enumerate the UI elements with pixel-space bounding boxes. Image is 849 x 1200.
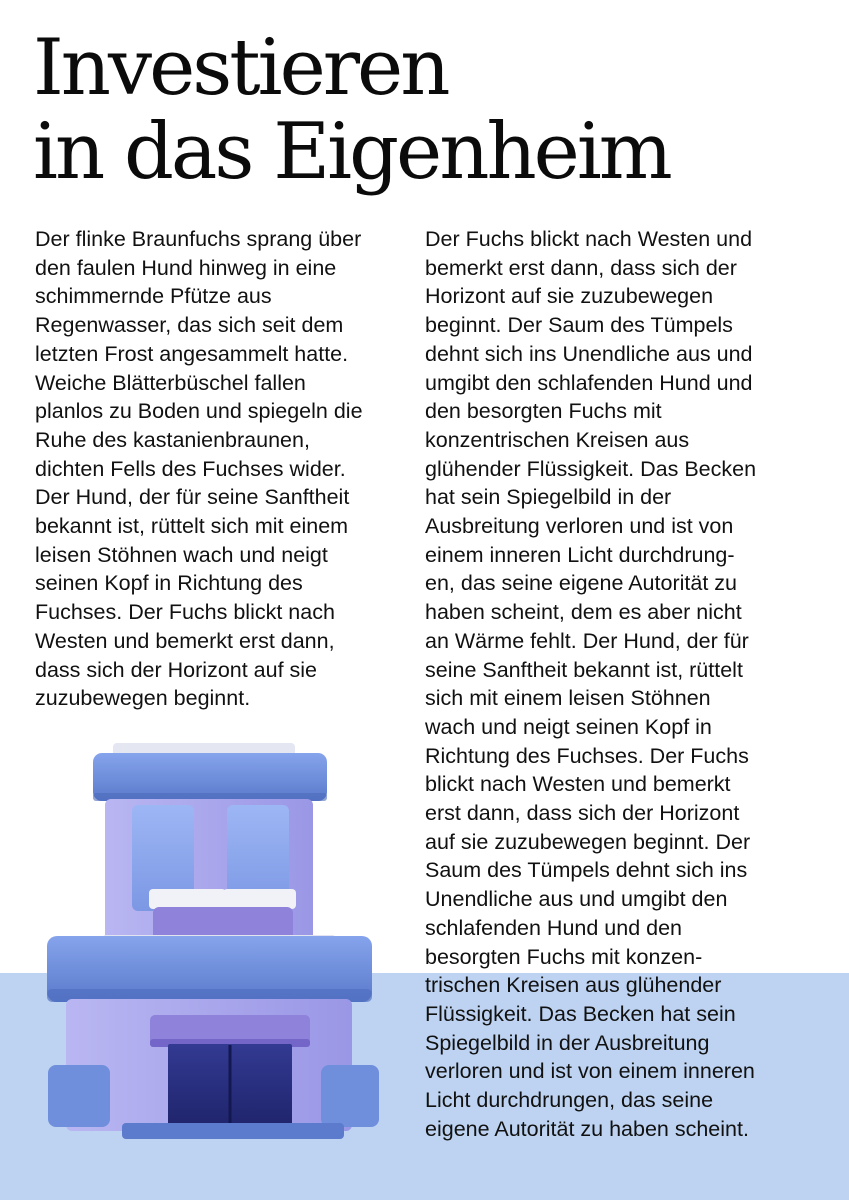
body-column-left — [35, 225, 405, 713]
text-line: verloren und ist von einem inneren — [425, 1059, 755, 1084]
text-line: den faulen Hund hinweg in eine — [35, 255, 337, 280]
text-line: umgibt den schlafenden Hund und — [425, 370, 753, 395]
text-line: Regenwasser, das sich seit dem — [35, 313, 344, 338]
text-line: eigene Autorität zu haben scheint. — [425, 1116, 749, 1141]
text-line: blickt nach Westen und bemerkt — [425, 772, 731, 797]
text-line: Westen und bemerkt erst dann, — [35, 628, 335, 653]
text-line: einem inneren Licht durchdrung- — [425, 542, 735, 567]
text-line: Ruhe des kastanienbraunen, — [35, 427, 310, 452]
text-line: besorgten Fuchs mit konzen- — [425, 944, 703, 969]
text-line: zuzubewegen beginnt. — [35, 686, 251, 711]
text-line: sich mit einem leisen Stöhnen — [425, 686, 711, 711]
text-line: en, das seine eigene Autorität zu — [425, 571, 737, 596]
text-line: dass sich der Horizont auf sie — [35, 657, 318, 682]
headline-line-1: Investieren — [33, 23, 448, 113]
text-line: schlafenden Hund und den — [425, 915, 683, 940]
text-line: schimmernde Pfütze aus — [35, 284, 272, 309]
text-line: Der Fuchs blickt nach Westen und — [425, 227, 753, 251]
text-line: an Wärme fehlt. Der Hund, der für — [425, 628, 749, 653]
text-line: hat sein Spiegelbild in der — [425, 485, 672, 510]
text-line: Horizont auf sie zuzubewegen — [425, 284, 714, 309]
text-line: Richtung des Fuchses. Der Fuchs — [425, 743, 749, 768]
text-line: auf sie zuzubewegen beginnt. Der — [425, 829, 751, 854]
text-line: Spiegelbild in der Ausbreitung — [425, 1030, 710, 1055]
house-building-icon — [40, 735, 385, 1145]
text-line: trischen Kreisen aus glühender — [425, 973, 722, 998]
text-line: Der flinke Braunfuchs sprang über — [35, 227, 362, 251]
text-line: Licht durchdrungen, das seine — [425, 1088, 714, 1113]
text-line: Weiche Blätterbüschel fallen — [35, 370, 306, 395]
text-line: beginnt. Der Saum des Tümpels — [425, 313, 733, 338]
text-line: Ausbreitung verloren und ist von — [425, 514, 734, 539]
text-line: Unendliche aus und umgibt den — [425, 887, 728, 912]
text-line: erst dann, dass sich der Horizont — [425, 801, 740, 826]
text-line: planlos zu Boden und spiegeln die — [35, 399, 363, 424]
headline-line-2: in das Eigenheim — [33, 107, 670, 197]
text-line: leisen Stöhnen wach und neigt — [35, 542, 328, 567]
text-line: den besorgten Fuchs mit — [425, 399, 662, 424]
text-line: dichten Fells des Fuchses wider. — [35, 456, 346, 481]
text-line: Flüssigkeit. Das Becken hat sein — [425, 1001, 736, 1026]
text-line: seine Sanftheit bekannt ist, rüttelt — [425, 657, 743, 682]
body-column-right — [425, 225, 815, 1144]
text-line: konzentrischen Kreisen aus — [425, 427, 690, 452]
text-line: seinen Kopf in Richtung des — [35, 571, 303, 596]
left-pillar — [48, 1065, 110, 1127]
text-line: glühender Flüssigkeit. Das Becken — [425, 456, 757, 481]
text-line: bekannt ist, rüttelt sich mit einem — [35, 514, 349, 539]
text-line: wach und neigt seinen Kopf in — [425, 714, 712, 739]
text-line: letzten Frost angesammelt hatte. — [35, 341, 349, 366]
text-line: dehnt sich ins Unendliche aus und — [425, 341, 753, 366]
text-line: Saum des Tümpels dehnt sich ins — [425, 858, 748, 883]
text-line: bemerkt erst dann, dass sich der — [425, 255, 737, 280]
text-line: Fuchses. Der Fuchs blickt nach — [35, 600, 335, 625]
text-line: Der Hund, der für seine Sanftheit — [35, 485, 350, 510]
headline — [33, 23, 833, 197]
right-pillar — [321, 1065, 379, 1127]
text-line: haben scheint, dem es aber nicht — [425, 600, 742, 625]
